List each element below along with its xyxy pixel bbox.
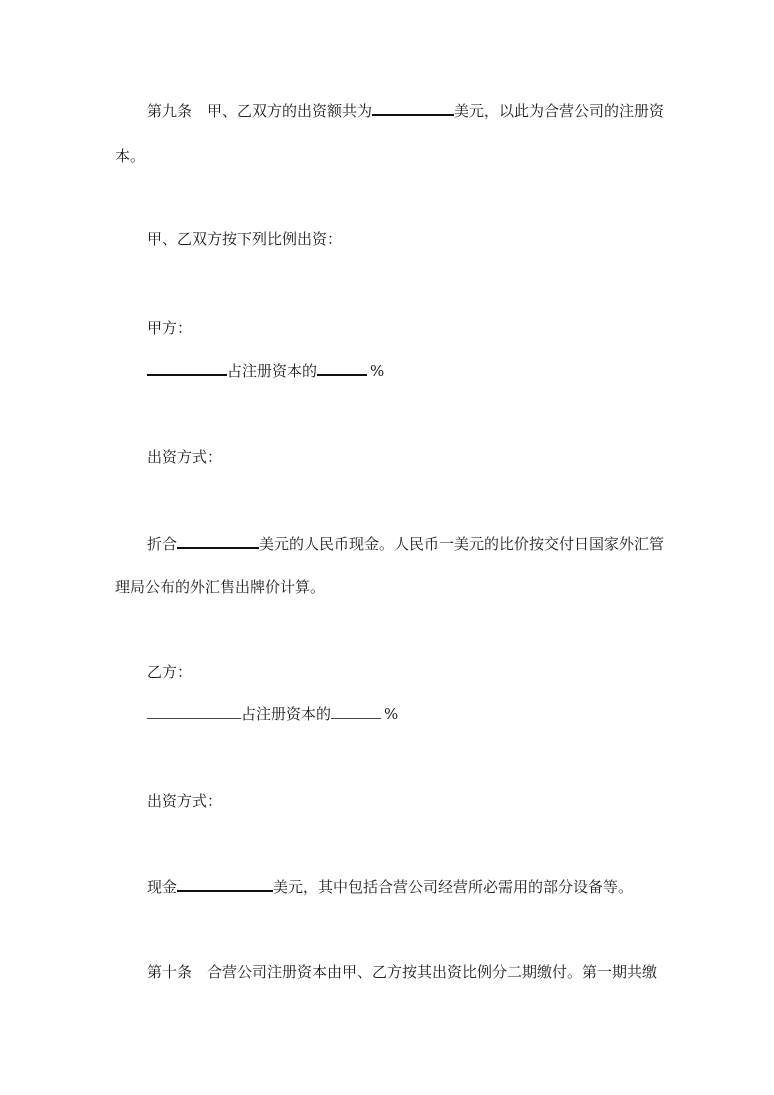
party-a-name-blank[interactable] (147, 360, 227, 376)
party-b-usd-blank[interactable] (177, 876, 273, 892)
party-b-label (147, 662, 192, 682)
party-a-method-label (147, 447, 222, 467)
article10-text: 第十条 合营公司注册资本由甲、乙方按其出资比例分二期缴付。第一期共缴 (147, 963, 658, 981)
article9-line2 (115, 146, 145, 166)
article9-prefix: 第九条 甲、乙双方的出资额共为 (147, 102, 373, 120)
party-a-usd-blank[interactable] (177, 533, 259, 549)
ratio-intro (147, 229, 342, 249)
party-b-share-text: 占注册资本的 (241, 705, 332, 723)
party-a-label-text: 甲方： (147, 319, 193, 337)
party-b-percent-sign: % (384, 705, 399, 723)
party-b-percent-blank[interactable] (331, 704, 381, 719)
party-a-share-line (147, 360, 384, 381)
party-b-method-line (147, 876, 633, 897)
party-a-label (147, 318, 192, 338)
party-a-method-suffix: 美元的人民币现金。人民币一美元的比价按交付日国家外汇管 (259, 535, 665, 553)
article9-continuation: 本。 (115, 147, 146, 165)
article10-line1 (147, 962, 657, 982)
article9-line1 (147, 100, 664, 121)
party-a-method-line1 (147, 533, 664, 554)
party-b-method-label-text: 出资方式： (147, 792, 223, 810)
party-a-method-prefix: 折合 (147, 535, 178, 553)
party-b-method-suffix: 美元，其中包括合营公司经营所必需用的部分设备等。 (273, 878, 634, 896)
ratio-intro-text: 甲、乙双方按下列比例出资： (147, 230, 343, 248)
party-b-label-text: 乙方： (147, 663, 193, 681)
party-b-method-label (147, 791, 222, 811)
article9-suffix: 美元，以此为合营公司的注册资 (454, 102, 665, 120)
party-a-method-continuation: 理局公布的外汇售出牌价计算。 (115, 578, 326, 596)
party-a-method-label-text: 出资方式： (147, 448, 223, 466)
party-a-share-text: 占注册资本的 (227, 362, 318, 380)
party-a-percent-sign: % (370, 362, 385, 380)
party-b-name-blank[interactable] (147, 704, 241, 719)
party-a-method-line2 (115, 577, 325, 597)
capital-amount-blank[interactable] (372, 100, 454, 116)
party-b-method-prefix: 现金 (147, 878, 178, 896)
party-b-share-line (147, 704, 398, 724)
party-a-percent-blank[interactable] (317, 360, 367, 376)
